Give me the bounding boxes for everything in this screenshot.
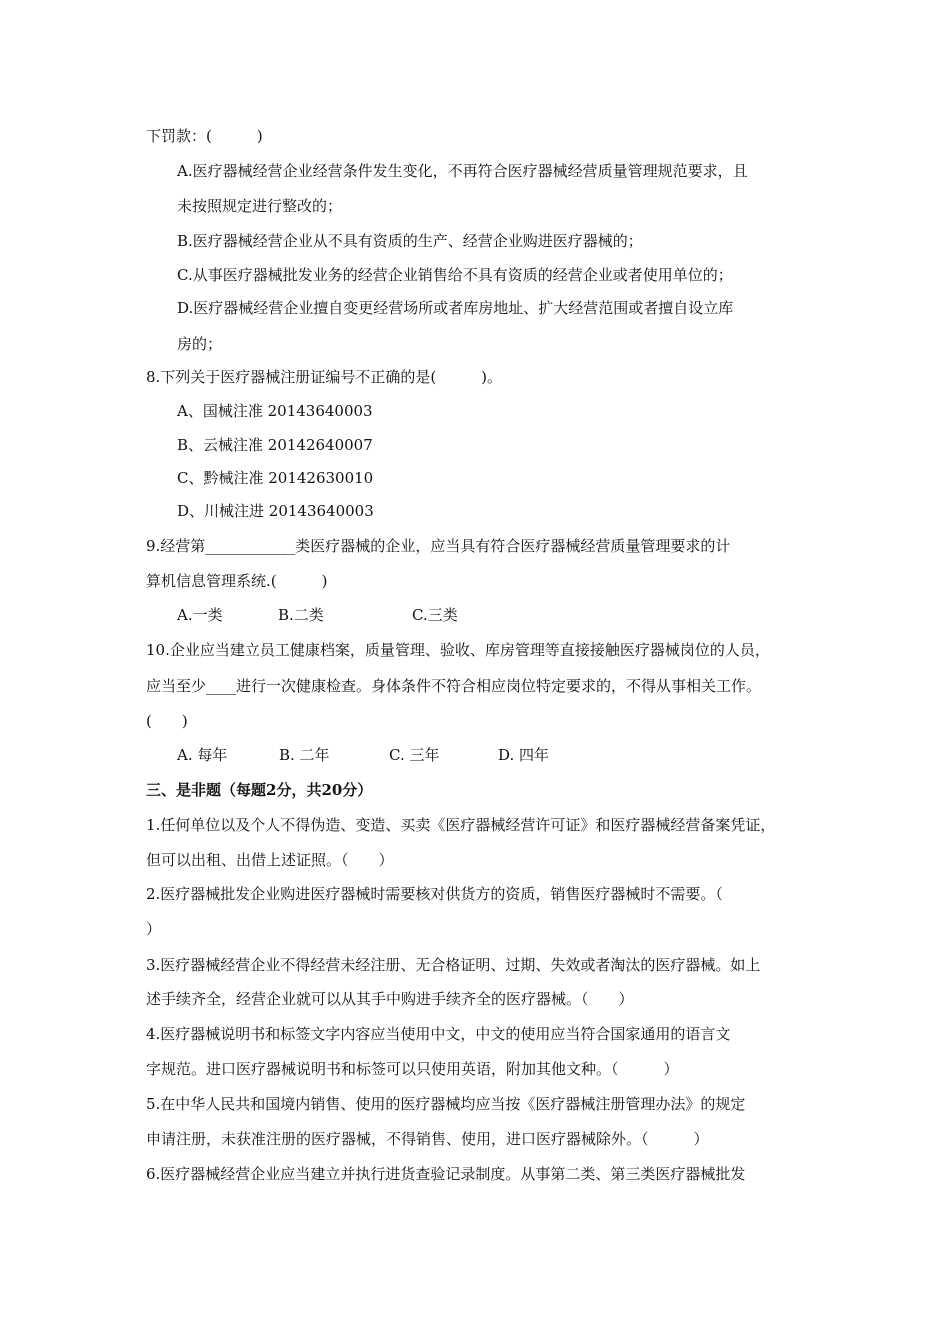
question-7-option-a: A.医疗器械经营企业经营条件发生变化，不再符合医疗器械经营质量管理规范要求，且	[177, 162, 748, 180]
question-7-stem-tail: 下罚款：( )	[146, 127, 263, 145]
question-8-stem: 8.下列关于医疗器械注册证编号不正确的是( )。	[146, 368, 503, 386]
question-9-options	[177, 605, 458, 625]
question-8-option-b: B、云械注准 20142640007	[177, 436, 373, 454]
question-7-option-d: D.医疗器械经营企业擅自变更经营场所或者库房地址、扩大经营范围或者擅自设立库	[177, 299, 734, 317]
question-7-option-d-cont: 房的；	[177, 335, 223, 353]
question-10-stem-cont: 应当至少____进行一次健康检查。身体条件不符合相应岗位特定要求的，不得从事相关工作。	[146, 677, 762, 695]
question-10-stem: 10.企业应当建立员工健康档案，质量管理、验收、库房管理等直接接触医疗器械岗位的人员，	[146, 641, 770, 659]
question-10-option-b: B. 二年	[279, 746, 330, 764]
question-9-stem-cont: 算机信息管理系统.( )	[146, 572, 328, 590]
tf-question-2: 2.医疗器械批发企业购进医疗器械时需要核对供货方的资质，销售医疗器械时不需要。（	[146, 885, 723, 903]
tf-question-5-cont: 申请注册，未获准注册的医疗器械，不得销售、使用，进口医疗器械除外。（ ）	[146, 1130, 709, 1148]
tf-question-4: 4.医疗器械说明书和标签文字内容应当使用中文，中文的使用应当符合国家通用的语言文	[146, 1025, 731, 1043]
tf-question-4-cont: 字规范。进口医疗器械说明书和标签可以只使用英语，附加其他文种。（ ）	[146, 1060, 679, 1078]
question-8-option-a: A、国械注准 20143640003	[177, 402, 373, 420]
tf-question-1-cont: 但可以出租、出借上述证照。（ ）	[146, 851, 394, 869]
tf-question-3-cont: 述手续齐全，经营企业就可以从其手中购进手续齐全的医疗器械。（ ）	[146, 990, 634, 1008]
tf-question-1: 1.任何单位以及个人不得伪造、变造、买卖《医疗器械经营许可证》和医疗器械经营备案凭证，	[146, 816, 776, 834]
tf-question-5: 5.在中华人民共和国境内销售、使用的医疗器械均应当按《医疗器械注册管理办法》的规定	[146, 1095, 746, 1113]
question-9-option-b: B.二类	[278, 606, 324, 624]
question-10-option-d: D. 四年	[498, 746, 550, 764]
question-7-option-b: B.医疗器械经营企业从不具有资质的生产、经营企业购进医疗器械的；	[177, 232, 643, 250]
question-8-option-d: D、川械注进 20143640003	[177, 502, 374, 520]
question-8-option-c: C、黔械注准 20142630010	[177, 469, 374, 487]
tf-question-6: 6.医疗器械经营企业应当建立并执行进货查验记录制度。从事第二类、第三类医疗器械批发	[146, 1165, 746, 1183]
question-10-option-c: C. 三年	[389, 746, 440, 764]
question-9-option-a: A.一类	[177, 606, 223, 624]
question-10-option-a: A. 每年	[177, 746, 228, 764]
question-9-stem: 9.经营第____________类医疗器械的企业，应当具有符合医疗器械经营质量管理要求的计	[146, 537, 731, 555]
tf-question-2-cont: ）	[146, 920, 162, 938]
question-9-option-c: C.三类	[412, 606, 458, 624]
question-10-answer-blank: ( )	[146, 712, 188, 730]
question-7-option-a-cont: 未按照规定进行整改的；	[177, 197, 343, 215]
question-7-option-c: C.从事医疗器械批发业务的经营企业销售给不具有资质的经营企业或者使用单位的；	[177, 266, 733, 284]
tf-question-3: 3.医疗器械经营企业不得经营未经注册、无合格证明、过期、失效或者淘汰的医疗器械。如上	[146, 956, 761, 974]
question-10-options	[177, 745, 549, 765]
section-3-heading: 三、是非题（每题2分，共20分）	[146, 781, 373, 799]
